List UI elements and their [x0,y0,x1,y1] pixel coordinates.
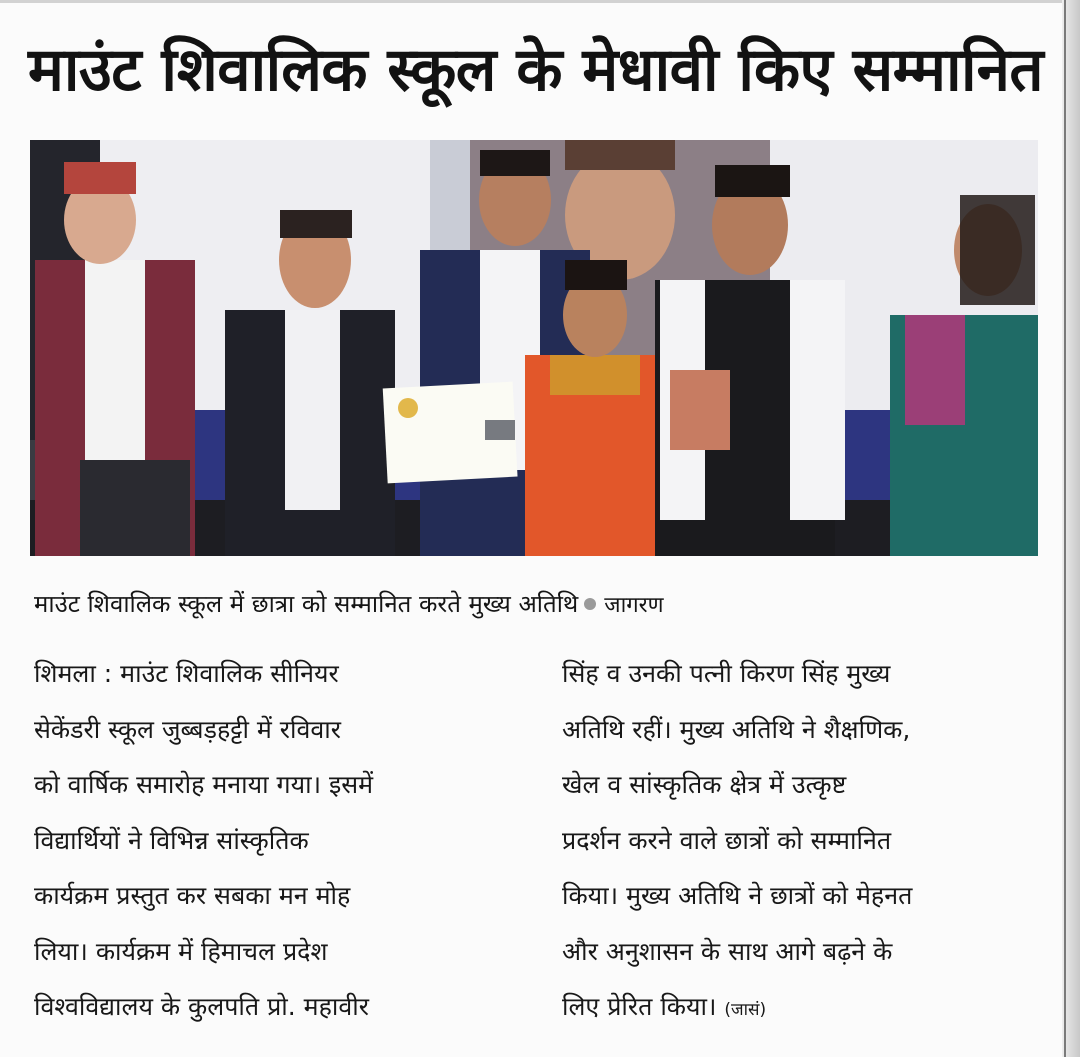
article-line: विश्वविद्यालय के कुलपति प्रो. महावीर [34,992,369,1021]
article-line: खेल व सांस्कृतिक क्षेत्र में उत्कृष्ट [562,770,847,799]
photo-credit: जागरण [604,593,664,618]
article-line: को वार्षिक समारोह मनाया गया। इसमें [34,770,374,799]
award-ceremony-photo [30,140,1038,556]
photo-caption [34,580,1034,630]
byline: (जासं) [724,1000,767,1020]
caption-text: माउंट शिवालिक स्कूल में छात्रा को सम्मानित करते मुख्य अतिथि [34,590,579,618]
article-line: विद्यार्थियों ने विभिन्न सांस्कृतिक [34,825,309,855]
article-line: कार्यक्रम प्रस्तुत कर सबका मन मोह [34,881,351,910]
headline: माउंट शिवालिक स्कूल के मेधावी किए सम्मानित [28,35,1044,105]
bullet-icon [584,598,596,610]
article-line: सेकेंडरी स्कूल जुब्बड़हट्टी में रविवार [34,714,341,744]
article-line: अतिथि रहीं। मुख्य अतिथि ने शैक्षणिक, [562,714,911,744]
article-line: प्रदर्शन करने वाले छात्रों को सम्मानित [562,825,892,855]
article-line: सिंह व उनकी पत्नी किरण सिंह मुख्य [562,659,891,688]
top-border [0,0,1062,3]
last-line-text: लिए प्रेरित किया। [562,992,717,1021]
page-edge-line [1064,0,1066,1057]
article-column-right [562,646,1052,1039]
article-column-left [34,646,534,1035]
article-line: किया। मुख्य अतिथि ने छात्रों को मेहनत [562,881,913,910]
article-line: और अनुशासन के साथ आगे बढ़ने के [562,936,893,966]
article-last-line [562,979,1052,1039]
article-line: लिया। कार्यक्रम में हिमाचल प्रदेश [34,936,328,966]
article-line: शिमला : माउंट शिवालिक सीनियर [34,659,339,688]
